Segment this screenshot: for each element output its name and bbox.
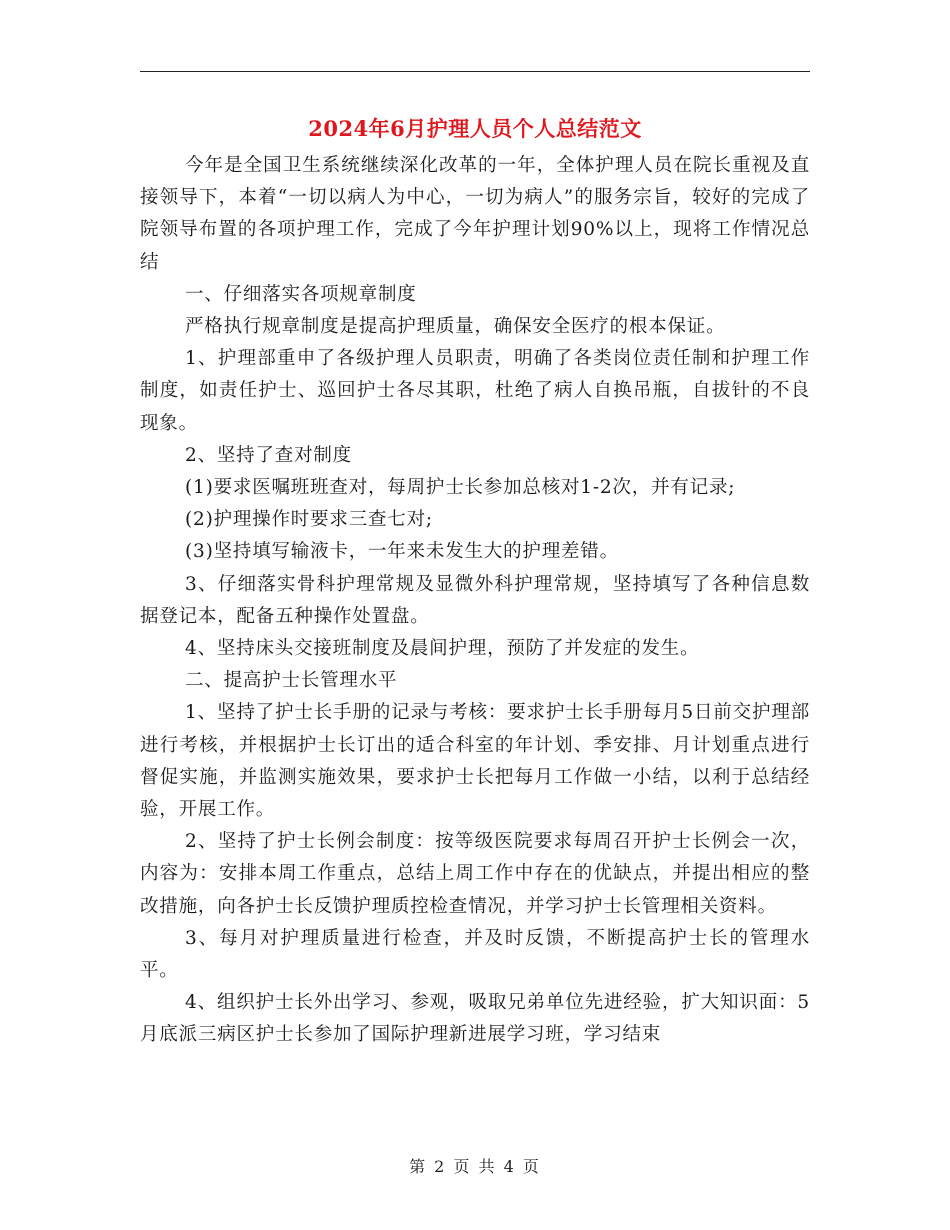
paragraph: 2、坚持了查对制度 (185, 444, 352, 466)
document-body (140, 150, 810, 1052)
paragraph: 严格执行规章制度是提高护理质量，确保安全医疗的根本保证。 (185, 316, 726, 338)
header-rule (140, 71, 810, 72)
section-heading: 二、提高护士长管理水平 (185, 670, 398, 692)
section-heading: 一、仔细落实各项规章制度 (185, 283, 417, 305)
paragraph: 1、坚持了护士长手册的记录与考核：要求护士长手册每月5日前交护理部进行考核，并根据护士长订出的适合科室的年计划、季安排、月计划重点进行督促实施，并监测实施效果，要求护士长把每月工作做一小结，以利于总结经验，开展工作。 (140, 702, 810, 821)
list-item: (2)护理操作时要求三查七对; (185, 509, 433, 531)
paragraph: 今年是全国卫生系统继续深化改革的一年，全体护理人员在院长重视及直接领导下，本着“一切以病人为中心，一切为病人”的服务宗旨，较好的完成了院领导布置的各项护理工作，完成了今年护理计划90%以上，现将工作情况总结 (140, 155, 810, 273)
list-item: (1)要求医嘱班班查对，每周护士长参加总核对1-2次，并有记录; (185, 477, 736, 499)
paragraph: 2、坚持了护士长例会制度：按等级医院要求每周召开护士长例会一次，内容为：安排本周工作重点，总结上周工作中存在的优缺点，并提出相应的整改措施，向各护士长反馈护理质控检查情况，并学习护士长管理相关资料。 (140, 831, 810, 917)
paragraph: 4、坚持床头交接班制度及晨间护理，预防了并发症的发生。 (185, 638, 700, 660)
paragraph: 3、仔细落实骨科护理常规及显微外科护理常规，坚持填写了各种信息数据登记本，配备五种操作处置盘。 (140, 573, 810, 627)
page-number-footer: 第 2 页 共 4 页 (409, 1157, 541, 1176)
paragraph: 1、护理部重申了各级护理人员职责，明确了各类岗位责任制和护理工作制度，如责任护士、巡回护士各尽其职，杜绝了病人自换吊瓶，自拔针的不良现象。 (140, 348, 810, 434)
document-title: 2024年6月护理人员个人总结范文 (308, 116, 642, 141)
paragraph: 4、组织护士长外出学习、参观，吸取兄弟单位先进经验，扩大知识面：5月底派三病区护士长参加了国际护理新进展学习班，学习结束 (140, 992, 810, 1046)
list-item: (3)坚持填写输液卡，一年来未发生大的护理差错。 (185, 541, 619, 563)
paragraph: 3、每月对护理质量进行检查，并及时反馈，不断提高护士长的管理水平。 (140, 927, 810, 982)
